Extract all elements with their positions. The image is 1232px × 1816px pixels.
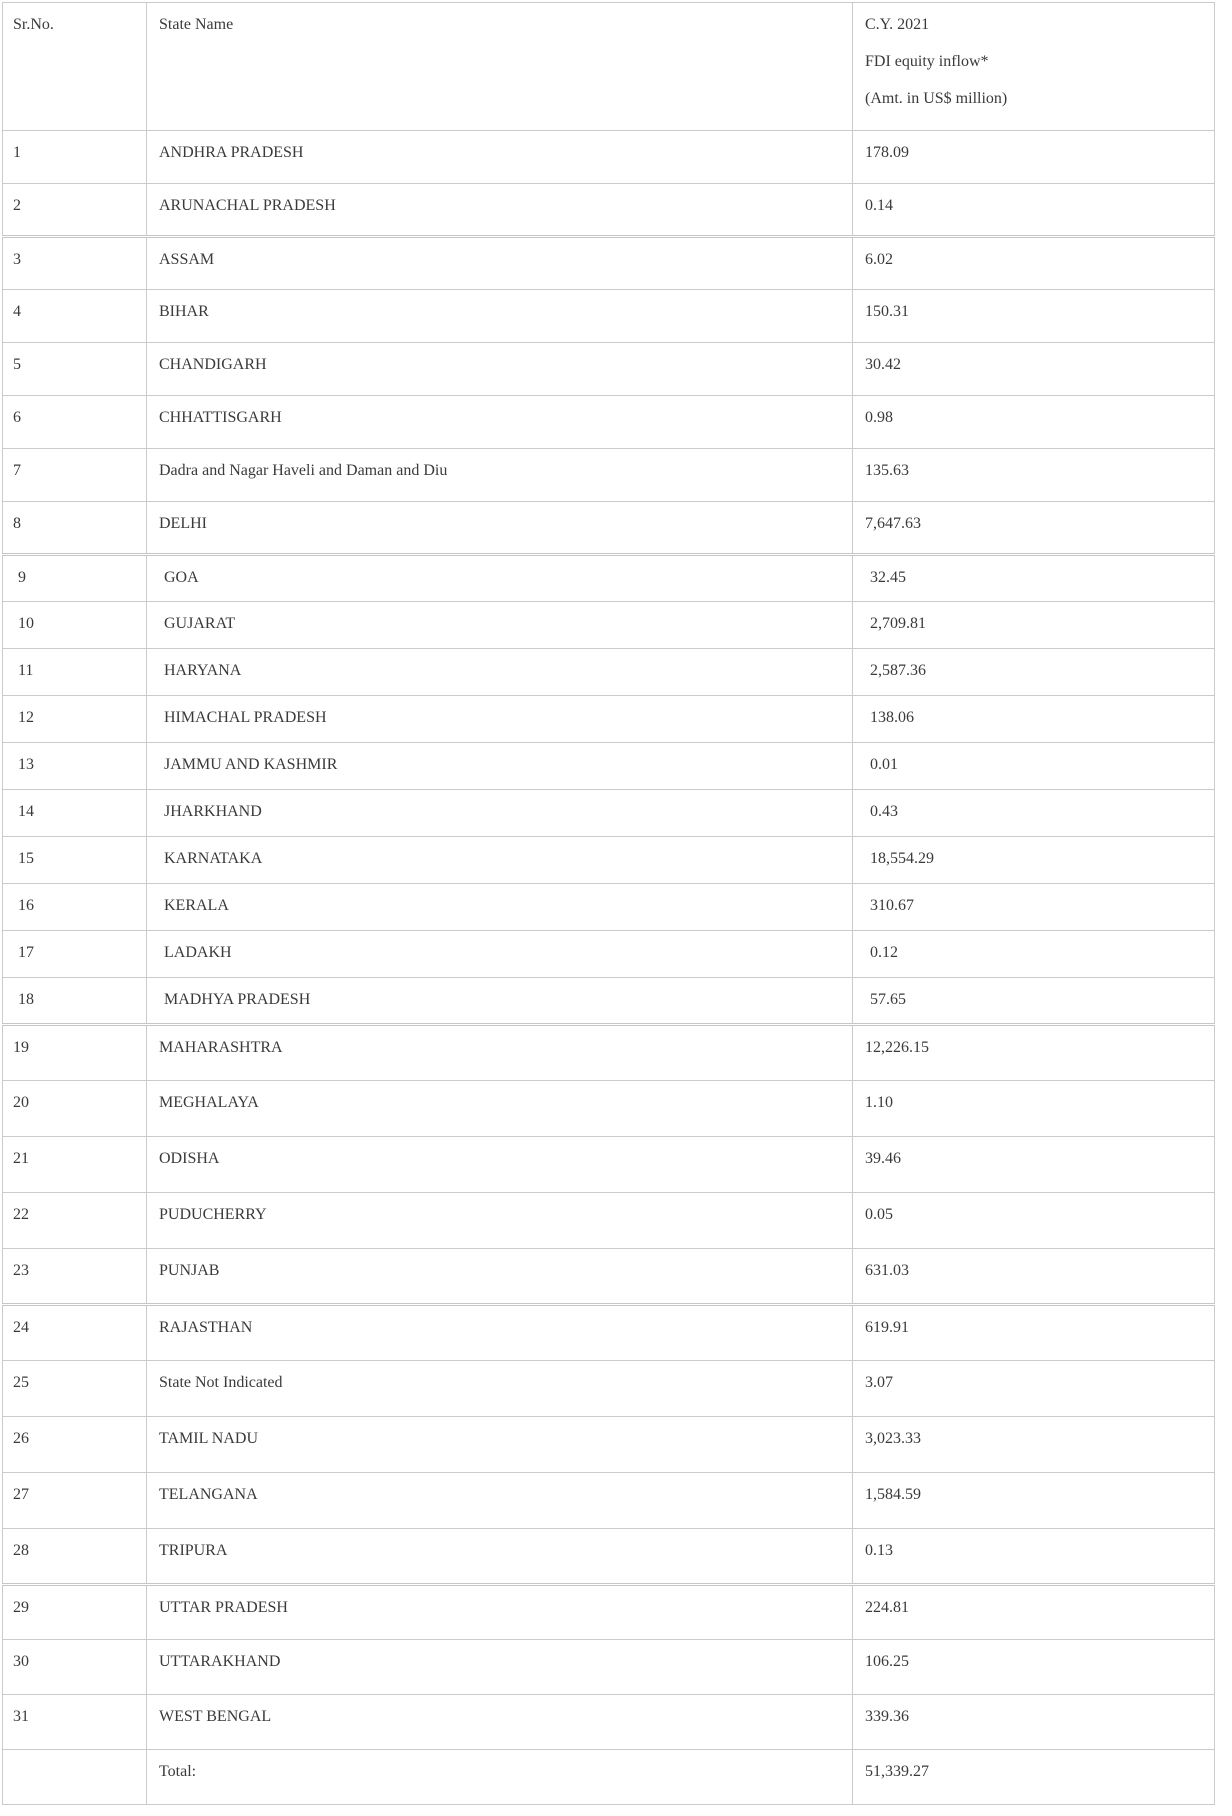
cell-state-name: KERALA (147, 884, 853, 931)
cell-state-name: TRIPURA (147, 1529, 853, 1585)
cell-value: 7,647.63 (853, 502, 1215, 555)
header-fdi-value (853, 3, 1215, 131)
cell-value: 0.98 (853, 396, 1215, 449)
cell-state-name: UTTAR PRADESH (147, 1585, 853, 1640)
cell-value: 57.65 (853, 978, 1215, 1025)
cell-state-name: PUDUCHERRY (147, 1193, 853, 1249)
table-row (3, 396, 1215, 449)
cell-value: 39.46 (853, 1137, 1215, 1193)
cell-sr-no: 27 (3, 1473, 147, 1529)
cell-state-name: ARUNACHAL PRADESH (147, 184, 853, 237)
table-row (3, 743, 1215, 790)
cell-value: 12,226.15 (853, 1025, 1215, 1081)
table-row (3, 884, 1215, 931)
cell-state-name: GUJARAT (147, 602, 853, 649)
cell-sr-no: 31 (3, 1695, 147, 1750)
fdi-equity-inflow-table (2, 2, 1215, 1805)
cell-sr-no: 12 (3, 696, 147, 743)
table-row (3, 1137, 1215, 1193)
cell-sr-no: 14 (3, 790, 147, 837)
table-row (3, 978, 1215, 1025)
table-row (3, 502, 1215, 555)
cell-value: 106.25 (853, 1640, 1215, 1695)
header-value-line-unit: (Amt. in US$ million) (865, 90, 1008, 107)
cell-value: 3,023.33 (853, 1417, 1215, 1473)
table-row (3, 1695, 1215, 1750)
cell-state-name: State Not Indicated (147, 1361, 853, 1417)
table-row (3, 1081, 1215, 1137)
cell-value: 0.13 (853, 1529, 1215, 1585)
header-state-name-label: State Name (159, 16, 234, 33)
cell-state-name: JHARKHAND (147, 790, 853, 837)
cell-sr-no: 20 (3, 1081, 147, 1137)
cell-value: 2,587.36 (853, 649, 1215, 696)
table-row (3, 555, 1215, 602)
table-row (3, 1249, 1215, 1305)
cell-sr-no: 3 (3, 237, 147, 290)
cell-sr-no: 24 (3, 1305, 147, 1361)
table-row (3, 1640, 1215, 1695)
cell-sr-no: 1 (3, 131, 147, 184)
table-row (3, 931, 1215, 978)
cell-sr-no: 9 (3, 555, 147, 602)
cell-state-name: MEGHALAYA (147, 1081, 853, 1137)
table-body (3, 131, 1215, 1750)
header-sr-no-label: Sr.No. (13, 16, 54, 33)
table-row (3, 790, 1215, 837)
cell-sr-no: 7 (3, 449, 147, 502)
header-value-line-year: C.Y. 2021 (865, 16, 930, 33)
cell-value: 0.14 (853, 184, 1215, 237)
cell-state-name: ODISHA (147, 1137, 853, 1193)
cell-value: 30.42 (853, 343, 1215, 396)
cell-state-name: ANDHRA PRADESH (147, 131, 853, 184)
cell-state-name: CHHATTISGARH (147, 396, 853, 449)
cell-sr-no: 2 (3, 184, 147, 237)
cell-sr-no: 23 (3, 1249, 147, 1305)
cell-value: 1.10 (853, 1081, 1215, 1137)
cell-state-name: GOA (147, 555, 853, 602)
cell-sr-no: 28 (3, 1529, 147, 1585)
cell-state-name: HARYANA (147, 649, 853, 696)
cell-sr-no: 18 (3, 978, 147, 1025)
cell-state-name: BIHAR (147, 290, 853, 343)
cell-value: 631.03 (853, 1249, 1215, 1305)
cell-sr-no: 5 (3, 343, 147, 396)
cell-state-name: TELANGANA (147, 1473, 853, 1529)
cell-state-name: UTTARAKHAND (147, 1640, 853, 1695)
cell-value: 0.43 (853, 790, 1215, 837)
total-value: 51,339.27 (853, 1750, 1215, 1805)
cell-sr-no: 4 (3, 290, 147, 343)
cell-sr-no: 25 (3, 1361, 147, 1417)
cell-state-name: RAJASTHAN (147, 1305, 853, 1361)
table-row (3, 290, 1215, 343)
table-row (3, 1529, 1215, 1585)
cell-state-name: PUNJAB (147, 1249, 853, 1305)
table-row (3, 1025, 1215, 1081)
cell-sr-no: 15 (3, 837, 147, 884)
cell-value: 178.09 (853, 131, 1215, 184)
table-row (3, 1193, 1215, 1249)
cell-sr-no: 19 (3, 1025, 147, 1081)
cell-sr-no: 30 (3, 1640, 147, 1695)
cell-sr-no: 22 (3, 1193, 147, 1249)
cell-value: 135.63 (853, 449, 1215, 502)
total-empty-cell (3, 1750, 147, 1805)
table-row (3, 343, 1215, 396)
table-header-row (3, 3, 1215, 131)
table-row (3, 1585, 1215, 1640)
cell-sr-no: 11 (3, 649, 147, 696)
header-sr-no (3, 3, 147, 131)
cell-state-name: KARNATAKA (147, 837, 853, 884)
cell-sr-no: 10 (3, 602, 147, 649)
cell-value: 6.02 (853, 237, 1215, 290)
cell-value: 32.45 (853, 555, 1215, 602)
cell-value: 0.05 (853, 1193, 1215, 1249)
table-row (3, 696, 1215, 743)
cell-sr-no: 21 (3, 1137, 147, 1193)
table-row (3, 1473, 1215, 1529)
total-label: Total: (147, 1750, 853, 1805)
cell-state-name: WEST BENGAL (147, 1695, 853, 1750)
table-row (3, 1305, 1215, 1361)
table-row (3, 237, 1215, 290)
header-value-line-measure: FDI equity inflow* (865, 53, 989, 70)
cell-sr-no: 13 (3, 743, 147, 790)
cell-value: 3.07 (853, 1361, 1215, 1417)
cell-value: 2,709.81 (853, 602, 1215, 649)
cell-value: 18,554.29 (853, 837, 1215, 884)
table-row (3, 837, 1215, 884)
cell-state-name: Dadra and Nagar Haveli and Daman and Diu (147, 449, 853, 502)
cell-value: 619.91 (853, 1305, 1215, 1361)
cell-sr-no: 6 (3, 396, 147, 449)
table-row (3, 1417, 1215, 1473)
table-row (3, 649, 1215, 696)
cell-state-name: JAMMU AND KASHMIR (147, 743, 853, 790)
cell-value: 138.06 (853, 696, 1215, 743)
cell-state-name: MADHYA PRADESH (147, 978, 853, 1025)
cell-value: 0.01 (853, 743, 1215, 790)
cell-state-name: CHANDIGARH (147, 343, 853, 396)
cell-value: 150.31 (853, 290, 1215, 343)
cell-value: 339.36 (853, 1695, 1215, 1750)
cell-sr-no: 17 (3, 931, 147, 978)
cell-state-name: HIMACHAL PRADESH (147, 696, 853, 743)
table-row (3, 449, 1215, 502)
table-row (3, 184, 1215, 237)
cell-state-name: ASSAM (147, 237, 853, 290)
total-row (3, 1750, 1215, 1805)
cell-state-name: MAHARASHTRA (147, 1025, 853, 1081)
cell-sr-no: 16 (3, 884, 147, 931)
table-row (3, 1361, 1215, 1417)
cell-value: 310.67 (853, 884, 1215, 931)
cell-state-name: TAMIL NADU (147, 1417, 853, 1473)
header-state-name (147, 3, 853, 131)
cell-value: 1,584.59 (853, 1473, 1215, 1529)
cell-value: 0.12 (853, 931, 1215, 978)
cell-sr-no: 8 (3, 502, 147, 555)
cell-state-name: LADAKH (147, 931, 853, 978)
table-row (3, 131, 1215, 184)
cell-sr-no: 26 (3, 1417, 147, 1473)
cell-value: 224.81 (853, 1585, 1215, 1640)
table-row (3, 602, 1215, 649)
cell-state-name: DELHI (147, 502, 853, 555)
cell-sr-no: 29 (3, 1585, 147, 1640)
